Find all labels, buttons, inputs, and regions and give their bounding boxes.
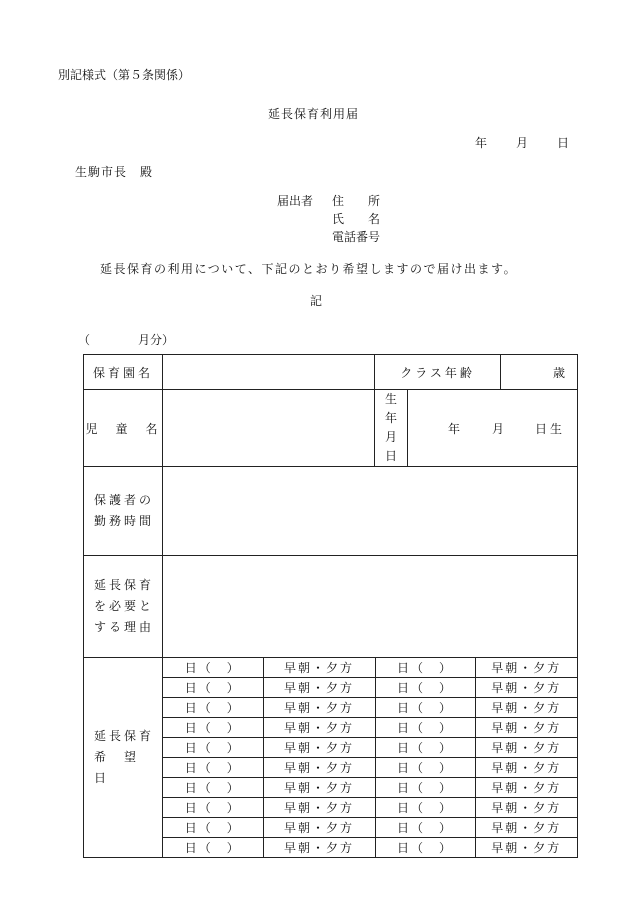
statement: 延長保育の利用について、下記のとおり希望しますので届け出ます。 xyxy=(100,262,518,276)
time-cell[interactable]: 早朝・夕方 xyxy=(263,738,375,758)
desired-days-inner-table xyxy=(163,658,577,857)
time-cell[interactable]: 早朝・夕方 xyxy=(475,738,577,758)
time-cell[interactable]: 早朝・夕方 xyxy=(263,658,375,678)
day-cell[interactable]: 日（ ） xyxy=(163,698,263,718)
desired-days-grid xyxy=(163,658,578,858)
birth-char: 月 xyxy=(384,430,397,444)
day-cell[interactable]: 日（ ） xyxy=(163,658,263,678)
nursery-name-field[interactable] xyxy=(163,355,375,390)
day-cell[interactable]: 日（ ） xyxy=(375,718,475,738)
desired-day-row xyxy=(163,798,577,818)
reason-field[interactable] xyxy=(163,556,578,658)
addressee: 生駒市長 殿 xyxy=(75,165,154,179)
age-unit[interactable]: 歳 xyxy=(501,355,578,390)
guardian-hours-field[interactable] xyxy=(163,467,578,556)
birth-char: 生 xyxy=(384,392,397,406)
guardian-hours-label xyxy=(84,467,163,556)
child-name-field[interactable] xyxy=(163,390,375,467)
day-cell[interactable]: 日（ ） xyxy=(375,818,475,838)
time-cell[interactable]: 早朝・夕方 xyxy=(475,678,577,698)
desired-day-row xyxy=(163,738,577,758)
label-line: 希 望 日 xyxy=(94,750,155,785)
time-cell[interactable]: 早朝・夕方 xyxy=(263,718,375,738)
label-line: する理由 xyxy=(94,620,155,634)
desired-day-row xyxy=(163,818,577,838)
day-cell[interactable]: 日（ ） xyxy=(163,818,263,838)
time-cell[interactable]: 早朝・夕方 xyxy=(491,661,562,675)
desired-day-row xyxy=(163,838,577,858)
day-cell[interactable]: 日（ ） xyxy=(163,758,263,778)
day-cell[interactable]: 日（ ） xyxy=(375,678,475,698)
desired-day-row xyxy=(163,718,577,738)
reason-label xyxy=(84,556,163,658)
document-title: 延長保育利用届 xyxy=(268,107,360,121)
applicant-address-label: 住 所 xyxy=(332,194,381,208)
day-cell[interactable]: 日（ ） xyxy=(163,838,263,858)
time-cell[interactable]: 早朝・夕方 xyxy=(475,758,577,778)
applicant-phone-label: 電話番号 xyxy=(332,230,381,244)
day-cell[interactable]: 日（ ） xyxy=(163,778,263,798)
month-line: （ 月分） xyxy=(78,333,175,347)
birth-char: 日 xyxy=(384,449,397,463)
day-cell[interactable]: 日（ ） xyxy=(375,758,475,778)
desired-day-row xyxy=(163,778,577,798)
day-cell[interactable]: 日（ ） xyxy=(163,798,263,818)
desired-days-label xyxy=(84,658,163,858)
time-cell[interactable]: 早朝・夕方 xyxy=(263,758,375,778)
label-line: 勤務時間 xyxy=(94,514,155,528)
label-line: を必要と xyxy=(94,599,155,613)
desired-day-row xyxy=(163,698,577,718)
application-table xyxy=(83,354,578,858)
time-cell[interactable]: 早朝・夕方 xyxy=(263,818,375,838)
class-age-label: クラス年齢 xyxy=(375,355,501,390)
birth-day: 日生 xyxy=(535,422,566,436)
desired-day-row xyxy=(163,758,577,778)
birth-year: 年 xyxy=(448,422,461,436)
day-cell[interactable]: 日（ ） xyxy=(163,678,263,698)
date-month: 月 xyxy=(516,136,529,150)
time-cell[interactable]: 早朝・夕方 xyxy=(475,718,577,738)
label-line: 保護者の xyxy=(94,493,155,507)
day-cell[interactable]: 日（ ） xyxy=(375,738,475,758)
time-cell[interactable]: 早朝・夕方 xyxy=(263,838,375,858)
day-cell[interactable]: 日（ ） xyxy=(375,658,475,678)
date-day: 日 xyxy=(557,136,570,150)
desired-day-row xyxy=(163,678,577,698)
birth-char: 年 xyxy=(384,411,397,425)
day-cell[interactable]: 日（ ） xyxy=(375,838,475,858)
label-line: 延長保育 xyxy=(94,729,155,743)
day-cell[interactable]: 日（ ） xyxy=(163,738,263,758)
time-cell[interactable]: 早朝・夕方 xyxy=(263,778,375,798)
ki-heading: 記 xyxy=(310,294,323,308)
desired-day-row xyxy=(163,658,577,678)
nursery-label: 保育園名 xyxy=(84,355,163,390)
applicant-prefix: 届出者 xyxy=(277,194,314,208)
time-cell[interactable]: 早朝・夕方 xyxy=(475,838,577,858)
date-year: 年 xyxy=(475,136,488,150)
time-cell[interactable]: 早朝・夕方 xyxy=(475,698,577,718)
birth-month: 月 xyxy=(492,422,505,436)
label-line: 延長保育 xyxy=(94,578,155,592)
time-cell[interactable]: 早朝・夕方 xyxy=(263,698,375,718)
time-cell[interactable]: 早朝・夕方 xyxy=(475,778,577,798)
birth-date-field[interactable] xyxy=(408,390,578,467)
day-cell[interactable]: 日（ ） xyxy=(375,698,475,718)
day-cell[interactable]: 日（ ） xyxy=(375,778,475,798)
time-cell[interactable]: 早朝・夕方 xyxy=(263,678,375,698)
day-cell[interactable]: 日（ ） xyxy=(375,798,475,818)
child-name-label: 児 童 名 xyxy=(84,390,163,467)
applicant-name-label: 氏 名 xyxy=(332,212,381,226)
time-cell[interactable]: 早朝・夕方 xyxy=(475,798,577,818)
birth-date-label xyxy=(375,390,408,467)
time-cell[interactable]: 早朝・夕方 xyxy=(263,798,375,818)
time-cell[interactable]: 早朝・夕方 xyxy=(475,818,577,838)
form-reference: 別記様式（第５条関係） xyxy=(58,68,191,82)
day-cell[interactable]: 日（ ） xyxy=(163,718,263,738)
